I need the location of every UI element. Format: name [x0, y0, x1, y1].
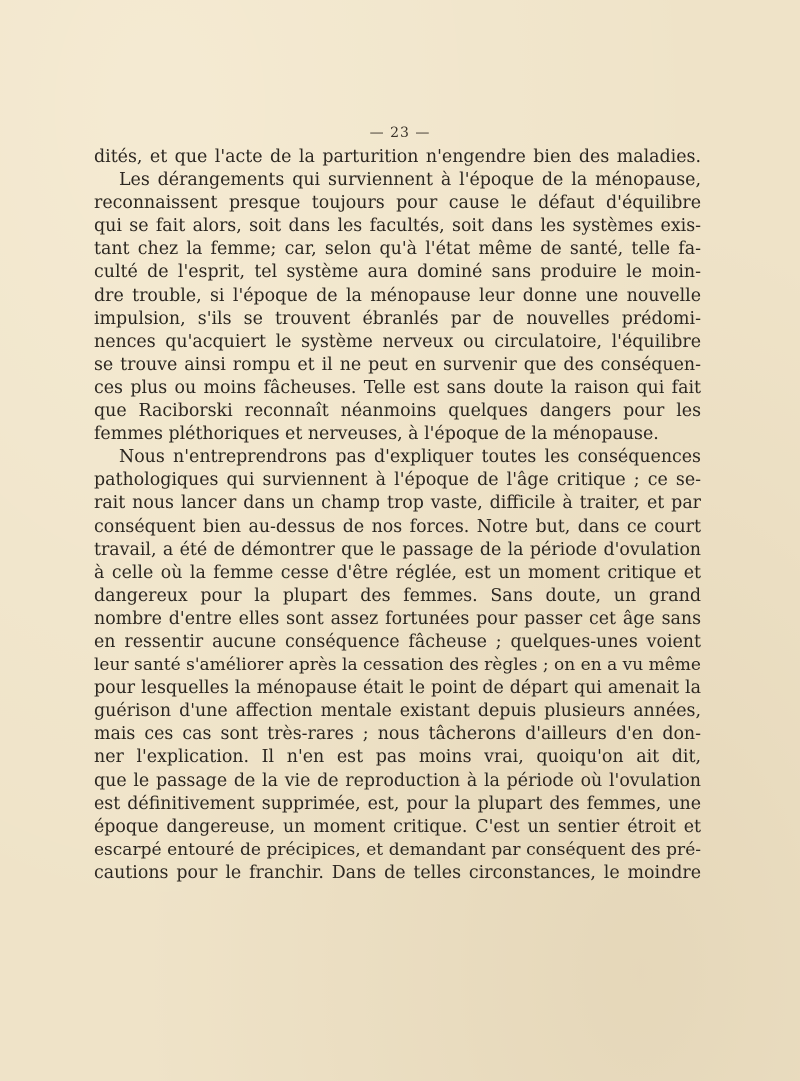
text-line: tant chez la femme; car, selon qu'à l'état même de santé, telle fa-	[94, 239, 701, 260]
text-line: reconnaissent presque toujours pour cause le défaut d'équilibre	[94, 193, 701, 214]
text-line: ces plus ou moins fâcheuses. Telle est sans doute la raison qui fait	[94, 377, 701, 398]
text-line: impulsion, s'ils se trouvent ébranlés par de nouvelles prédomi-	[94, 308, 701, 329]
text-line: en ressentir aucune conséquence fâcheuse ; quelques-unes voient	[94, 631, 701, 652]
text-line: dités, et que l'acte de la parturition n'engendre bien des maladies.	[94, 147, 701, 167]
text-line: femmes pléthoriques et nerveuses, à l'époque de la ménopause.	[94, 424, 659, 445]
text-line: mais ces cas sont très-rares ; nous tâcherons d'ailleurs d'en don-	[94, 724, 701, 745]
body-text	[94, 146, 701, 885]
text-line: dre trouble, si l'époque de la ménopause leur donne une nouvelle	[94, 285, 701, 306]
text-line: nombre d'entre elles sont assez fortunées pour passer cet âge sans	[94, 608, 701, 629]
text-line: ner l'explication. Il n'en est pas moins vrai, quoiqu'on ait dit,	[94, 747, 701, 768]
text-line: escarpé entouré de précipices, et demandant par conséquent des pré-	[94, 839, 701, 860]
text-line: que Raciborski reconnaît néanmoins quelques dangers pour les	[94, 401, 701, 422]
text-line: à celle où la femme cesse d'être réglée, est un moment critique et	[94, 562, 701, 583]
text-line: guérison d'une affection mentale existant depuis plusieurs années,	[94, 701, 701, 722]
text-line: rait nous lancer dans un champ trop vaste, difficile à traiter, et par	[94, 493, 701, 514]
text-line: Les dérangements qui surviennent à l'époque de la ménopause,	[119, 170, 701, 191]
text-line: est définitivement supprimée, est, pour la plupart des femmes, une	[94, 793, 701, 814]
text-line: que le passage de la vie de reproduction à la période où l'ovulation	[94, 770, 701, 791]
text-line: culté de l'esprit, tel système aura dominé sans produire le moin-	[94, 262, 701, 283]
text-line: leur santé s'améliorer après la cessation des règles ; on en a vu même	[94, 655, 701, 676]
text-line: pour lesquelles la ménopause était le point de départ qui amenait la	[94, 678, 701, 699]
text-line: nences qu'acquiert le système nerveux ou circulatoire, l'équilibre	[94, 331, 701, 352]
text-line: dangereux pour la plupart des femmes. Sans doute, un grand	[94, 585, 701, 606]
text-line: époque dangereuse, un moment critique. C'est un sentier étroit et	[94, 816, 701, 837]
text-line: Nous n'entreprendrons pas d'expliquer toutes les conséquences	[119, 447, 701, 468]
text-line: travail, a été de démontrer que le passage de la période d'ovulation	[94, 539, 701, 560]
page-number: — 23 —	[369, 125, 431, 141]
text-line: conséquent bien au-dessus de nos forces. Notre but, dans ce court	[94, 516, 701, 537]
text-line: cautions pour le franchir. Dans de telles circonstances, le moindre	[94, 862, 701, 883]
text-line: se trouve ainsi rompu et il ne peut en survenir que des conséquen-	[94, 354, 701, 375]
text-line: pathologiques qui surviennent à l'époque de l'âge critique ; ce se-	[94, 470, 701, 491]
text-line: qui se fait alors, soit dans les facultés, soit dans les systèmes exis-	[94, 216, 701, 237]
